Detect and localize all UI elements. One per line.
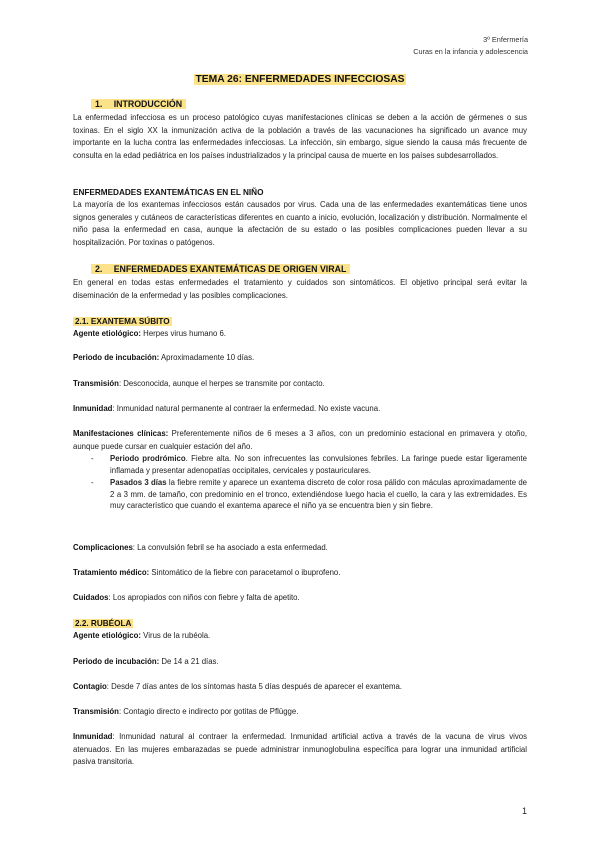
s21-transmision-label: Transmisión bbox=[73, 379, 119, 388]
s21-inmunidad-text: : Inmunidad natural permanente al contraer la enfermedad. No existe vacuna. bbox=[112, 404, 381, 413]
header-course-year: 3º Enfermería bbox=[483, 35, 528, 44]
s21-cuidados bbox=[73, 592, 527, 605]
subsection-2-2-title: 2.2. RUBÉOLA bbox=[75, 619, 132, 628]
s21-tratamiento-label: Tratamiento médico: bbox=[73, 568, 150, 577]
s21-agente-text: Herpes virus humano 6. bbox=[141, 329, 226, 338]
s21-incubacion-text: Aproximadamente 10 días. bbox=[159, 353, 255, 362]
exantematicas-paragraph: La mayoría de los exantemas infecciosos están causados por virus. Cada una de las enfermedades exantemáticas tiene unos signos generales y cutáneos de características diferentes en cuanto a inicio, evolución, localización y distribución. Normalmente el niño pasa la enfermedad en casa, aunque la afectación de su estado o las posibles complicaciones pueden llevar a su hospitalización. Por toxinas o patógenos. bbox=[73, 200, 527, 247]
s22-agente bbox=[73, 630, 527, 643]
s21-tratamiento bbox=[73, 567, 527, 580]
s21-bullet-prodromico-text bbox=[110, 453, 527, 476]
s22-incubacion bbox=[73, 656, 527, 669]
subsection-2-1-heading bbox=[73, 316, 172, 327]
subsection-2-2-heading bbox=[73, 618, 133, 629]
bullet-marker: - bbox=[91, 454, 94, 463]
section-1-title: INTRODUCCIÓN bbox=[113, 99, 183, 109]
s22-inmunidad bbox=[73, 731, 527, 769]
s21-inmunidad bbox=[73, 403, 527, 416]
s22-inmunidad-text: : Inmunidad natural al contraer la enfermedad. Inmunidad artificial activa a través de la vacuna de virus vivos atenuados. En las mujeres embarazadas se puede administrar inmunoglobulina específica para lograr una inmunidad artificial pasiva transitoria. bbox=[73, 732, 527, 767]
section-2-title: ENFERMEDADES EXANTEMÁTICAS DE ORIGEN VIRAL bbox=[113, 264, 347, 274]
section-1-number: 1. bbox=[95, 99, 103, 109]
s22-transmision-text: : Contagio directo e indirecto por gotitas de Pflügge. bbox=[118, 707, 299, 716]
s22-contagio-text: : Desde 7 días antes de los síntomas hasta 5 días después de aparecer el exantema. bbox=[106, 682, 402, 691]
section-2-heading bbox=[91, 264, 350, 275]
s22-contagio bbox=[73, 681, 527, 694]
s22-incubacion-label: Periodo de incubación: bbox=[73, 657, 160, 666]
page-number: 1 bbox=[521, 806, 527, 816]
s21-cuidados-text: : Los apropiados con niños con fiebre y falta de apetito. bbox=[108, 593, 300, 602]
s21-transmision bbox=[73, 378, 527, 391]
header-subject: Curas en la infancia y adolescencia bbox=[413, 47, 528, 56]
s22-agente-text: Virus de la rubéola. bbox=[141, 631, 211, 640]
s21-agente bbox=[73, 328, 527, 341]
section-1-heading bbox=[91, 99, 186, 110]
s21-complicaciones bbox=[73, 542, 527, 555]
s21-manifestaciones bbox=[73, 428, 527, 453]
s21-bullet-prodromico-label: Periodo prodrómico bbox=[110, 454, 186, 463]
s21-manifestaciones-text: Preferentemente niños de 6 meses a 3 años, con un predominio estacional en primavera y otoño, aunque puede cursar en cualquier estación del año. bbox=[73, 429, 528, 451]
bullet-marker: - bbox=[91, 478, 94, 487]
s21-inmunidad-label: Inmunidad bbox=[73, 404, 113, 413]
s21-cuidados-label: Cuidados bbox=[73, 593, 109, 602]
s21-bullet-pasados-label: Pasados 3 días bbox=[110, 478, 167, 487]
s21-tratamiento-text: Sintomático de la fiebre con paracetamol o ibuprofeno. bbox=[149, 568, 341, 577]
s21-complicaciones-label: Complicaciones bbox=[73, 543, 133, 552]
s22-incubacion-text: De 14 a 21 días. bbox=[159, 657, 219, 666]
s21-bullet-pasados-body: la fiebre remite y aparece un exantema discreto de color rosa pálido con máculas aproximadamente de 2 a 3 mm. de tamaño, con predominio en el tronco, extendiéndose luego hacia el cuello, la cara y las extremidades. Es muy característico que cuando el exantema aparece el niño ya se encuentra bien y sin fiebre. bbox=[110, 478, 527, 511]
s21-transmision-text: : Desconocida, aunque el herpes se transmite por contacto. bbox=[118, 379, 325, 388]
s21-incubacion-label: Periodo de incubación: bbox=[73, 353, 160, 362]
s22-inmunidad-label: Inmunidad bbox=[73, 732, 113, 741]
section-2-number: 2. bbox=[95, 264, 103, 274]
s22-transmision bbox=[73, 706, 527, 719]
s21-incubacion bbox=[73, 352, 527, 365]
s22-transmision-label: Transmisión bbox=[73, 707, 119, 716]
page-title-text: TEMA 26: ENFERMEDADES INFECCIOSAS bbox=[195, 74, 405, 85]
section-2-highlight bbox=[91, 264, 350, 274]
s21-bullet-prodromico-body: . Fiebre alta. No son infrecuentes las convulsiones febriles. La faringe puede estar ligeramente inflamada y presentar adenopatías occipitales, cervicales y postauriculares. bbox=[110, 454, 527, 475]
s21-manifestaciones-label: Manifestaciones clínicas: bbox=[73, 429, 169, 438]
s22-contagio-label: Contagio bbox=[73, 682, 107, 691]
exantematicas-heading: ENFERMEDADES EXANTEMÁTICAS EN EL NIÑO bbox=[73, 188, 264, 197]
section-1-highlight bbox=[91, 99, 186, 109]
section-2-paragraph: En general en todas estas enfermedades el tratamiento y cuidados son sintomáticos. El objetivo principal será evitar la diseminación de la enfermedad y las posibles complicaciones. bbox=[73, 278, 527, 300]
s21-bullet-pasados-text bbox=[110, 477, 527, 512]
s22-agente-label: Agente etiológico: bbox=[73, 631, 142, 640]
intro-paragraph: La enfermedad infecciosa es un proceso patológico cuyas manifestaciones clínicas se deben a la acción de gérmenes o sus toxinas. En el siglo XX la inmunización activa de la población a través de las vacunaciones ha significado un avance muy importante en la lucha contra las enfermedades infecciosas. La infección, sin embargo, sigue siendo la causa más frecuente de consulta en la edad pediátrica en los países industrializados y la principal causa de muerte en los países subdesarrollados. bbox=[73, 113, 527, 160]
s21-complicaciones-text: : La convulsión febril se ha asociado a esta enfermedad. bbox=[132, 543, 328, 552]
page-title bbox=[0, 74, 600, 86]
subsection-2-1-title: 2.1. EXANTEMA SÚBITO bbox=[75, 317, 170, 326]
s21-agente-label: Agente etiológico: bbox=[73, 329, 142, 338]
